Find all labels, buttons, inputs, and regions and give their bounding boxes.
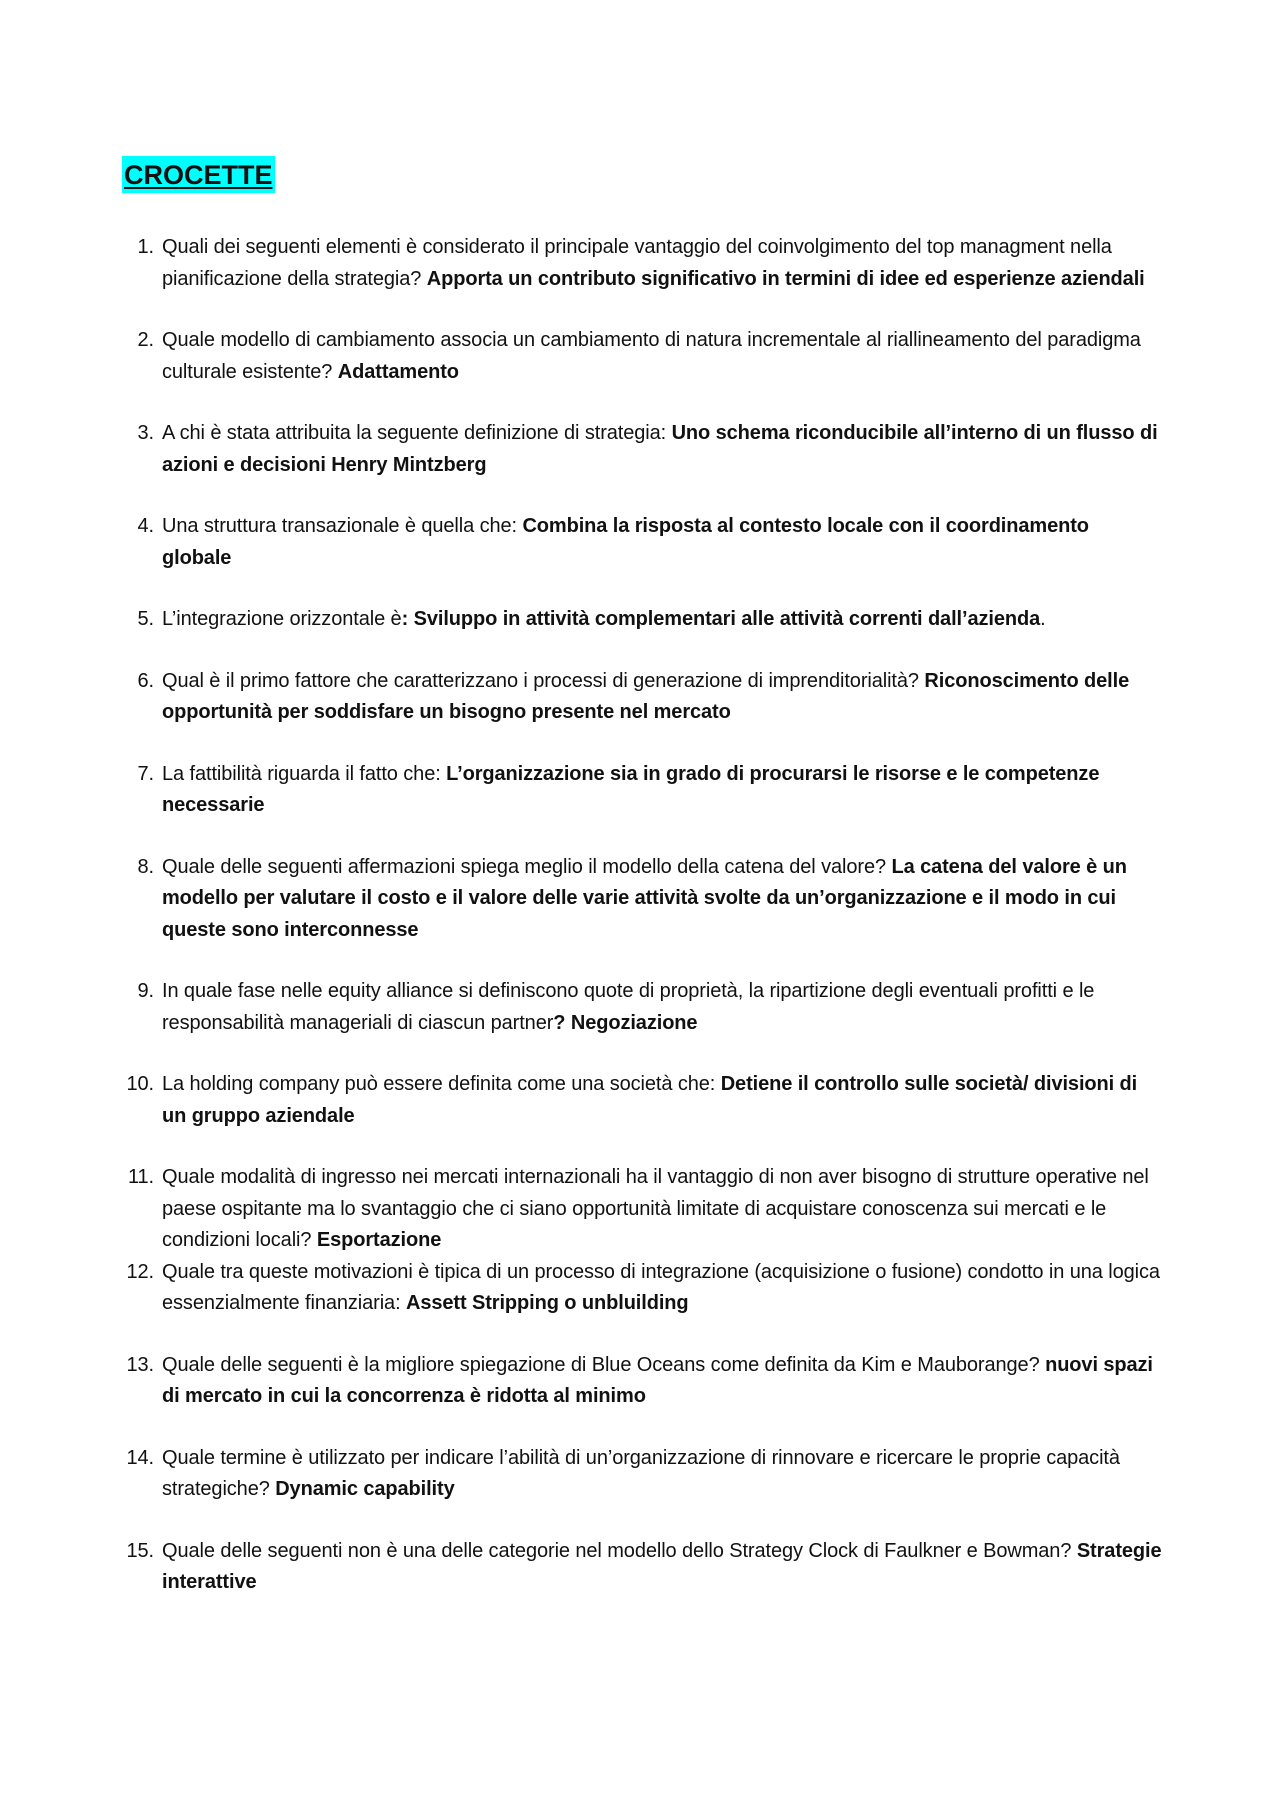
question-number: 9. xyxy=(137,980,154,1002)
answer-text: L’organizzazione sia in grado di procurarsi le risorse e le competenze necessarie xyxy=(162,762,1100,816)
answer-text: Detiene il controllo sulle società/ divisioni di un gruppo aziendale xyxy=(162,1073,1138,1127)
question-number: 2. xyxy=(137,329,154,351)
question-text: Quale tra queste motivazioni è tipica di un processo di integrazione (acquisizione o fusione) condotto in una logica essenzialmente finanziaria: xyxy=(162,1260,1160,1314)
question-number: 15. xyxy=(126,1539,154,1562)
question-item xyxy=(122,976,1162,1039)
answer-text: Adattamento xyxy=(337,360,459,383)
question-number: 8. xyxy=(137,855,154,878)
question-text: Qual è il primo fattore che caratterizzano i processi di generazione di imprenditorialità? xyxy=(162,669,925,692)
question-item xyxy=(122,511,1162,574)
question-item xyxy=(122,666,1162,729)
question-text: A chi è stata attribuita la seguente definizione di strategia: xyxy=(162,422,672,444)
question-number: 7. xyxy=(137,762,154,785)
answer-text: Esportazione xyxy=(316,1229,442,1251)
question-text: L’integrazione orizzontale è xyxy=(162,608,402,630)
question-text: Quale delle seguenti affermazioni spiega meglio il modello della catena del valore? xyxy=(162,855,892,878)
question-item xyxy=(122,232,1162,295)
answer-text: La catena del valore è un modello per valutare il costo e il valore delle varie attività svolte da un’organizzazione e il modo in cui queste sono interconnesse xyxy=(162,855,1127,941)
question-item xyxy=(122,759,1162,822)
question-item xyxy=(122,418,1162,481)
question-item xyxy=(122,604,1162,636)
question-text: La fattibilità riguarda il fatto che: xyxy=(162,762,447,785)
question-text: Quale modalità di ingresso nei mercati internazionali ha il vantaggio di non aver bisogno di strutture operative nel paese ospitante ma lo svantaggio che ci siano opportunità limitate di acquistare conoscenza sui mercati e le condizioni locali? xyxy=(162,1166,1149,1251)
question-trailing-text: . xyxy=(1040,608,1046,630)
question-item xyxy=(122,1350,1162,1413)
question-number: 1. xyxy=(137,236,154,258)
question-number: 12. xyxy=(126,1260,154,1283)
page-title: CROCETTE xyxy=(122,156,275,193)
question-text: La holding company può essere definita come una società che: xyxy=(162,1073,721,1095)
answer-text: Assett Stripping o unbluilding xyxy=(406,1292,689,1314)
answer-text: : Sviluppo in attività complementari alle attività correnti dall’azienda xyxy=(401,608,1041,630)
answer-text: Riconoscimento delle opportunità per soddisfare un bisogno presente nel mercato xyxy=(162,669,1130,723)
question-text: Quale delle seguenti è la migliore spiegazione di Blue Oceans come definita da Kim e Mauborange? xyxy=(162,1353,1046,1376)
question-text: Quali dei seguenti elementi è considerato il principale vantaggio del coinvolgimento del top managment nella pianificazione della strategia? xyxy=(162,236,1112,290)
answer-text: nuovi spazi di mercato in cui la concorrenza è ridotta al minimo xyxy=(162,1353,1153,1407)
question-text: Una struttura transazionale è quella che: xyxy=(162,515,523,537)
question-number: 10. xyxy=(126,1073,154,1095)
question-text: Quale delle seguenti non è una delle categorie nel modello dello Strategy Clock di Faulkner e Bowman? xyxy=(162,1539,1077,1562)
question-text: Quale termine è utilizzato per indicare l’abilità di un’organizzazione di rinnovare e ricercare le proprie capacità strategiche? xyxy=(162,1446,1120,1500)
answer-text: Combina la risposta al contesto locale con il coordinamento globale xyxy=(162,515,1089,569)
question-item xyxy=(122,1536,1162,1599)
question-item xyxy=(122,1162,1162,1257)
answer-text: Apporta un contributo significativo in termini di idee ed esperienze aziendali xyxy=(426,267,1145,290)
question-text: Quale modello di cambiamento associa un cambiamento di natura incrementale al riallineamento del paradigma culturale esistente? xyxy=(162,329,1141,383)
question-number: 3. xyxy=(137,422,154,444)
question-number: 5. xyxy=(137,608,154,630)
question-item xyxy=(122,1069,1162,1132)
question-number: 13. xyxy=(126,1353,154,1376)
question-item xyxy=(122,1443,1162,1506)
question-number: 14. xyxy=(126,1446,154,1469)
answer-text: ? Negoziazione xyxy=(553,1011,698,1034)
question-item xyxy=(122,852,1162,947)
question-item xyxy=(122,325,1162,388)
question-item xyxy=(122,1257,1162,1320)
question-text: In quale fase nelle equity alliance si definiscono quote di proprietà, la ripartizione degli eventuali profitti e le responsabilità manageriali di ciascun partner xyxy=(162,980,1095,1034)
question-number: 4. xyxy=(137,515,154,537)
question-number: 11. xyxy=(127,1166,154,1188)
question-list xyxy=(122,232,1162,1629)
answer-text: Strategie interattive xyxy=(162,1539,1162,1593)
question-number: 6. xyxy=(137,669,154,692)
answer-text: Dynamic capability xyxy=(275,1478,455,1500)
answer-text: Uno schema riconducibile all’interno di un flusso di azioni e decisioni Henry Mintzberg xyxy=(162,422,1158,476)
